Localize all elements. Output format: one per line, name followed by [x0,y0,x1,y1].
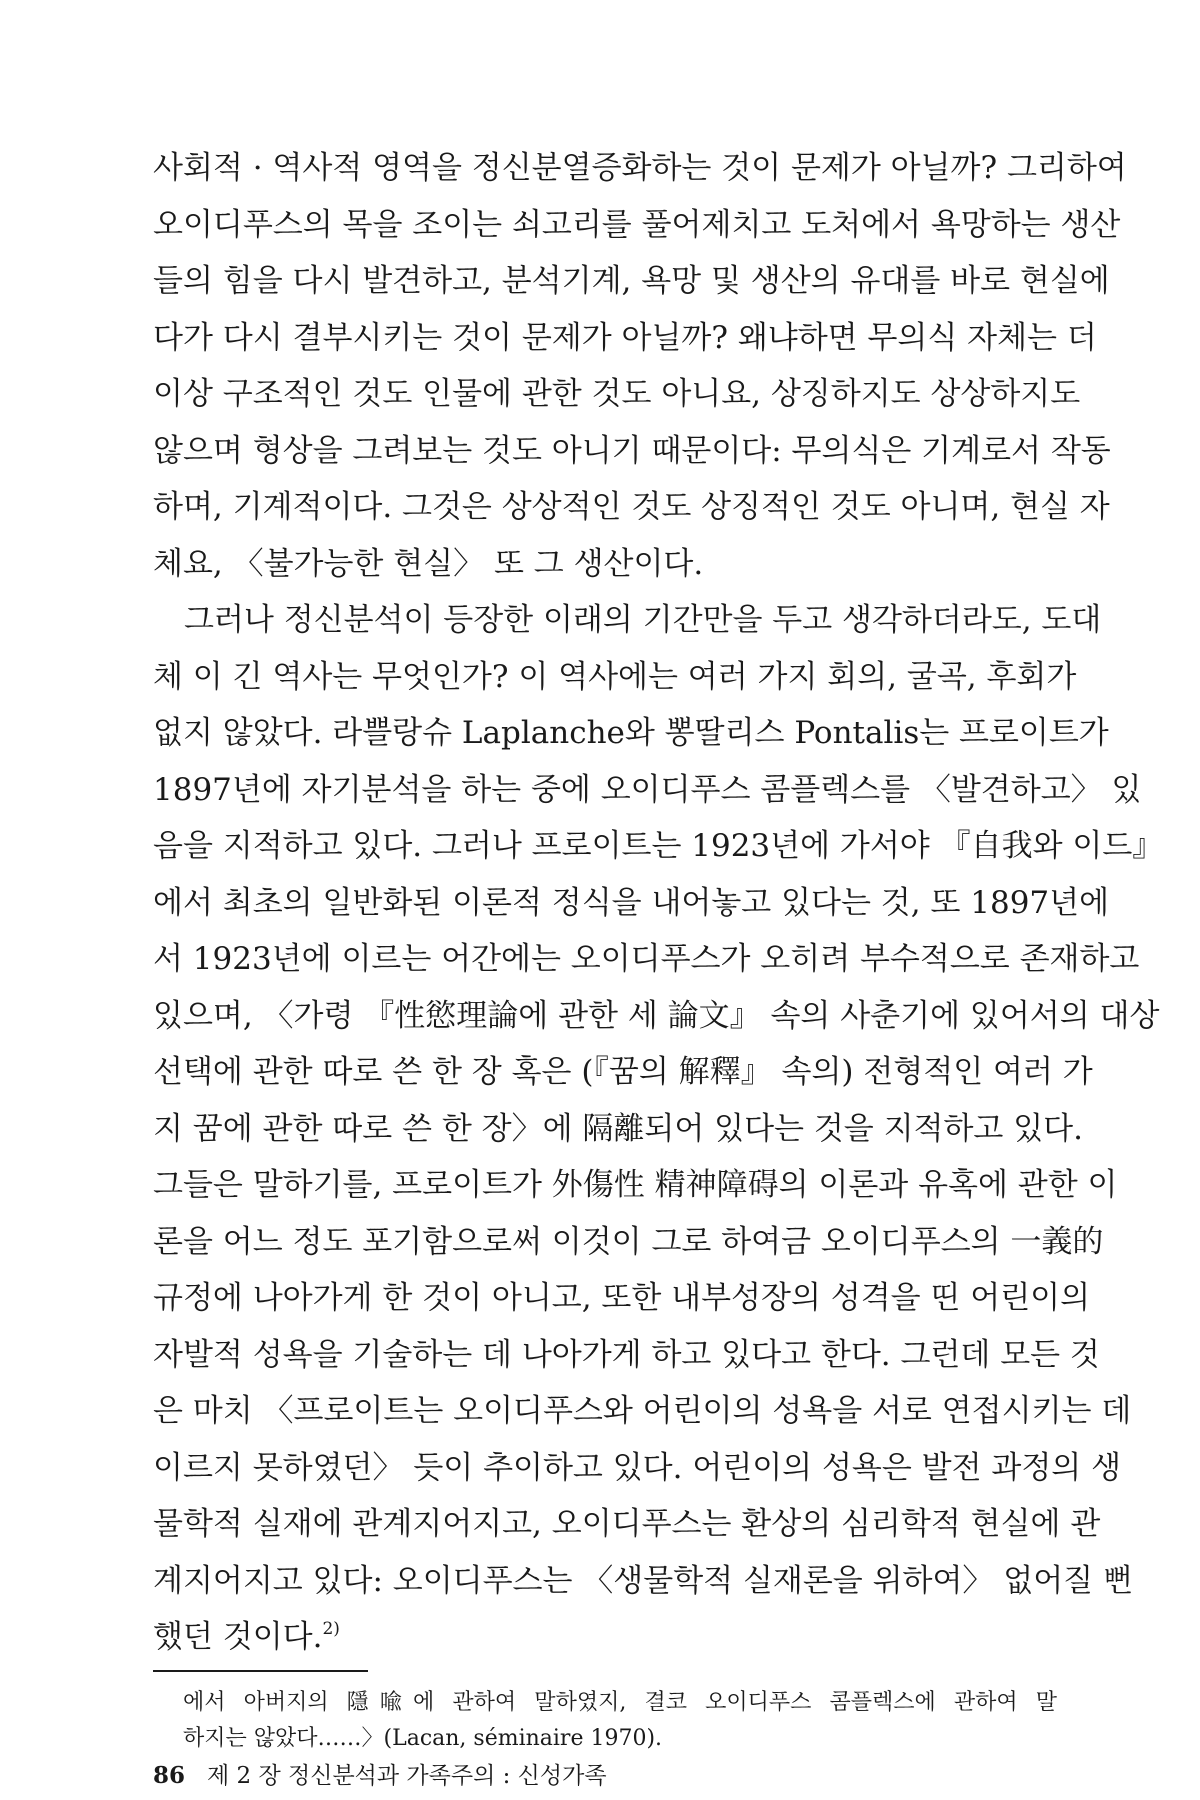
text-line: 있으며, 〈가령 『性慾理論에 관한 세 論文』 속의 사춘기에 있어서의 대상 [153,997,1160,1034]
text-line: 했던 것이다. [153,1619,323,1655]
text-line: 1897년에 자기분석을 하는 중에 오이디푸스 콤플렉스를 〈발견하고〉 있 [153,771,1142,808]
footnote-marker: 2) [322,1619,340,1639]
text-line: 론을 어느 정도 포기함으로써 이것이 그로 하여금 오이디푸스의 一義的 [153,1223,1104,1260]
paragraph-1 [153,140,1127,592]
text-line: 은 마치 〈프로이트는 오이디푸스와 어린이의 성욕을 서로 연접시키는 데 [153,1393,1132,1429]
text-line: 물학적 실재에 관계지어지고, 오이디푸스는 환상의 심리학적 현실에 관 [153,1506,1101,1542]
text-line: 계지어지고 있다: 오이디푸스는 〈생물학적 실재론을 위하여〉 없어질 뻔 [153,1562,1133,1599]
footnote [153,1685,1057,1757]
text-line: 지 꿈에 관한 따로 쓴 한 장〉에 隔離되어 있다는 것을 지적하고 있다. [153,1110,1083,1147]
main-text [153,140,1164,1666]
text-line: 이상 구조적인 것도 인물에 관한 것도 아니요, 상징하지도 상상하지도 [153,376,1081,412]
text-line: 규정에 나아가게 한 것이 아니고, 또한 내부성장의 성격을 띤 어린이의 [153,1280,1091,1316]
text-line: 다가 다시 결부시키는 것이 문제가 아닐까? 왜냐하면 무의식 자체는 더 [153,319,1097,356]
text-line: 음을 지적하고 있다. 그러나 프로이트는 1923년에 가서야 『自我와 이드』 [153,828,1164,864]
page-number: 86 [153,1762,186,1789]
text-line: 이르지 못하였던〉 듯이 추이하고 있다. 어린이의 성욕은 발전 과정의 생 [153,1449,1122,1486]
text-line: 하며, 기계적이다. 그것은 상상적인 것도 상징적인 것도 아니며, 현실 자 [153,489,1110,525]
text-line: 체요, 〈불가능한 현실〉 또 그 생산이다. [153,545,704,582]
text-line: 그들은 말하기를, 프로이트가 外傷性 精神障碍의 이론과 유혹에 관한 이 [153,1167,1118,1203]
text-line: 오이디푸스의 목을 조이는 쇠고리를 풀어제치고 도처에서 욕망하는 생산 [153,206,1121,243]
text-line: 사회적 · 역사적 영역을 정신분열증화하는 것이 문제가 아닐까? 그리하여 [153,150,1127,186]
text-line: 그러나 정신분석이 등장한 이래의 기간만을 두고 생각하더라도, 도대 [184,602,1102,638]
footnote-line: 하지는 않았다……〉(Lacan, séminaire 1970). [183,1726,663,1751]
paragraph-2 [153,592,1164,1666]
running-head: 제 2 장 정신분석과 가족주의 : 신성가족 [207,1763,607,1789]
footnote-line: 에서 아버지의 隱喩에 관하여 말하였지, 결코 오이디푸스 콤플렉스에 관하여 말 [183,1690,1057,1715]
text-line: 서 1923년에 이르는 어간에는 오이디푸스가 오히려 부수적으로 존재하고 [153,941,1140,977]
text-line: 선택에 관한 따로 쓴 한 장 혹은 (『꿈의 解釋』 속의) 전형적인 여러 가 [153,1054,1093,1090]
text-line: 없지 않았다. 라쁠랑슈 Laplanche와 뽕딸리스 Pontalis는 프로이트가 [153,715,1109,751]
text-line: 들의 힘을 다시 발견하고, 분석기계, 욕망 및 생산의 유대를 바로 현실에 [153,263,1110,299]
page-footer [153,1760,607,1792]
text-line: 자발적 성욕을 기술하는 데 나아가게 하고 있다고 한다. 그런데 모든 것 [153,1336,1100,1373]
text-line: 체 이 긴 역사는 무엇인가? 이 역사에는 여러 가지 회의, 굴곡, 후회가 [153,658,1077,695]
footnote-divider [153,1670,368,1672]
text-line-with-footnote [153,1609,1057,1666]
text-line: 않으며 형상을 그려보는 것도 아니기 때문이다: 무의식은 기계로서 작동 [153,432,1111,469]
text-line: 에서 최초의 일반화된 이론적 정식을 내어놓고 있다는 것, 또 1897년에 [153,884,1110,921]
